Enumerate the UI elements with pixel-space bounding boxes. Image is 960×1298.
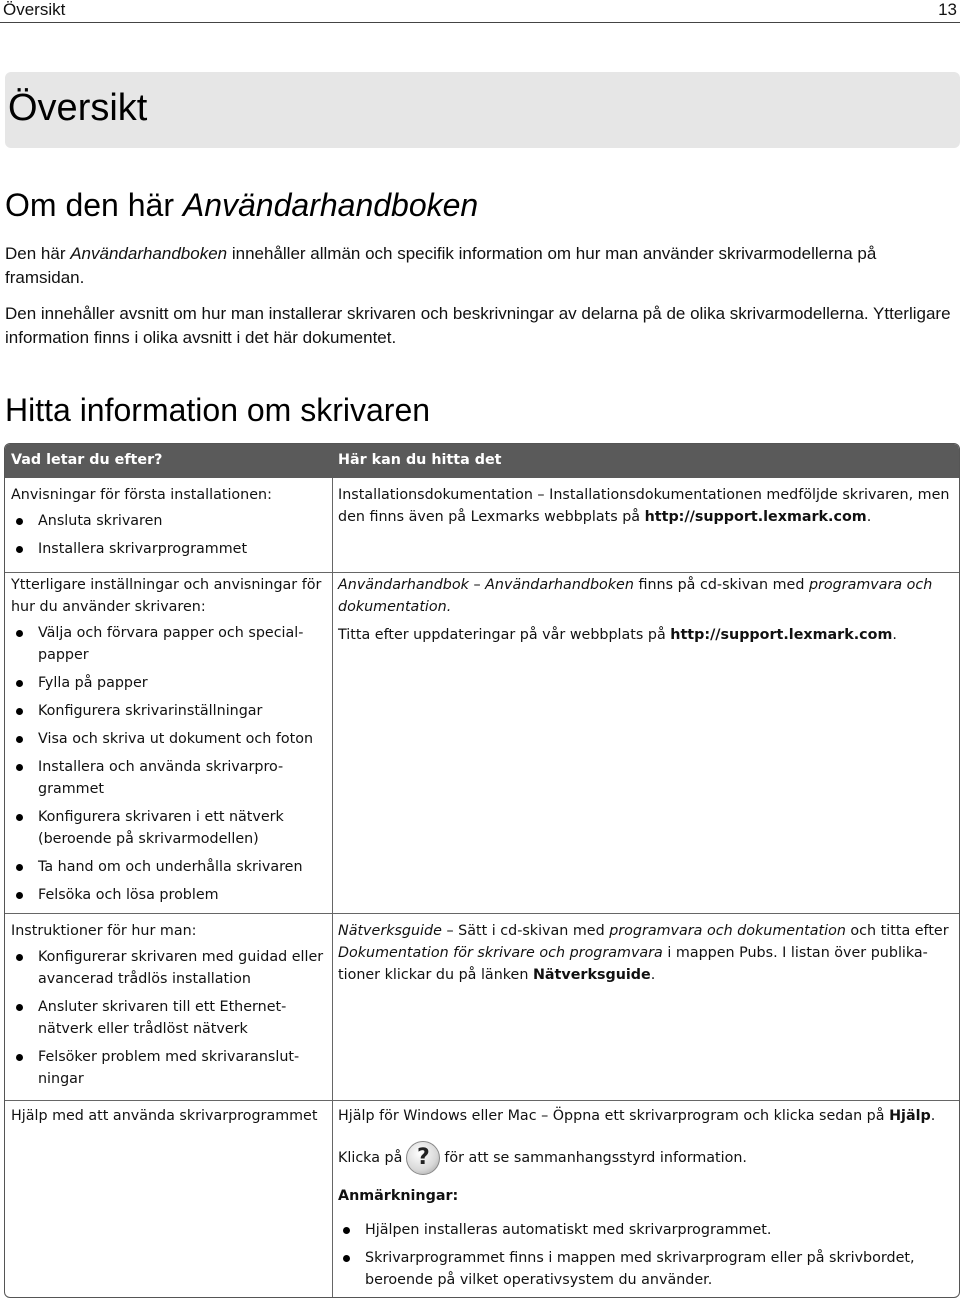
list-item: Visa och skriva ut dokument och foton <box>11 728 329 750</box>
list-item: Felsöker problem med skrivaranslut-ningar <box>11 1046 329 1090</box>
table-row-1-right <box>338 484 953 528</box>
text: . <box>930 1108 936 1124</box>
list-item: Ansluter skrivaren till ett Ethernet-nätverk eller trådlöst nätverk <box>11 996 329 1040</box>
italic-text: programvara och dokumentation. <box>338 577 933 615</box>
italic-text: Användarhandboken <box>485 577 634 593</box>
support-link[interactable]: http://support.lexmark.com <box>670 627 893 643</box>
row-divider <box>5 1100 959 1101</box>
chapter-title-band <box>5 72 960 148</box>
notes-heading: Anmärkningar: <box>338 1188 459 1204</box>
list-item: Konfigurera skrivaren i ett nätverk (beroende på skrivarmodellen) <box>11 806 329 850</box>
table-row-4-right <box>338 1105 953 1297</box>
text: Installationsdokumentation – Installationsdokumentationen medföljde skrivaren, men den finns även på Lexmarks webbplats på <box>338 487 950 525</box>
row-divider <box>5 913 959 914</box>
section-heading-about <box>5 187 478 224</box>
cell-text: Hjälp med att använda skrivarprogrammet <box>11 1108 318 1124</box>
cell-intro: Instruktioner för hur man: <box>11 923 197 939</box>
list-item: Konfigurera skrivarinställningar <box>11 700 329 722</box>
list-item: Ansluta skrivaren <box>11 510 329 532</box>
bullet-list <box>11 946 329 1090</box>
cell-intro: Anvisningar för första installationen: <box>11 487 272 503</box>
table-row-3-right <box>338 920 953 986</box>
running-header-title: Översikt <box>3 0 66 19</box>
cell-text <box>338 484 953 528</box>
section-heading-find: Hitta information om skrivaren <box>5 392 431 428</box>
italic-text: Dokumentation för skrivare och programvara <box>338 945 663 961</box>
text: och titta efter <box>845 923 949 939</box>
heading-italic-text: Användarhandboken <box>182 187 479 223</box>
table-row-2-left <box>11 574 329 912</box>
column-header-looking-for: Vad letar du efter? <box>11 452 163 468</box>
heading-text: Om den här <box>5 187 183 223</box>
bullet-list <box>11 622 329 906</box>
table-header-row <box>5 444 959 478</box>
table-row-1-left <box>11 484 329 566</box>
text: . <box>892 627 897 643</box>
info-table <box>4 443 960 1298</box>
text: Titta efter uppdateringar på vår webbplats på <box>338 627 671 643</box>
text: – Sätt i cd-skivan med <box>441 923 610 939</box>
text: . <box>650 967 656 983</box>
bullet-list <box>11 510 329 560</box>
table-row-3-left <box>11 920 329 1096</box>
page-number: 13 <box>938 0 957 19</box>
bold-text: Hjälp <box>889 1108 931 1124</box>
list-item: Ta hand om och underhålla skrivaren <box>11 856 329 878</box>
support-link[interactable]: http://support.lexmark.com <box>644 509 867 525</box>
text: Hjälp för Windows eller Mac – Öppna ett skrivarprogram och klicka sedan på <box>338 1108 890 1124</box>
list-item: Installera skrivarprogrammet <box>11 538 329 560</box>
table-row-4-left <box>11 1105 329 1127</box>
text: – <box>468 577 486 593</box>
text: Klicka på <box>338 1150 403 1166</box>
list-item: Fylla på papper <box>11 672 329 694</box>
cell-text <box>338 920 953 986</box>
italic-text: programvara och dokumentation <box>609 923 846 939</box>
help-question-icon: ? <box>406 1141 440 1175</box>
list-item: Konfigurerar skrivaren med guidad eller avancerad trådlös installation <box>11 946 329 990</box>
column-header-where: Här kan du hitta det <box>338 452 502 468</box>
chapter-title: Översikt <box>8 87 148 129</box>
para-italic-text: Användarhandboken <box>70 244 228 263</box>
para-text: Den här <box>5 244 71 263</box>
para-text: innehåller allmän och specifik information om hur man använder skrivarmodellerna på framsidan. <box>5 244 877 287</box>
italic-text: Användarhandbok <box>338 577 469 593</box>
row-divider <box>5 572 959 573</box>
notes-list <box>338 1219 953 1291</box>
list-item: Välja och förvara papper och special-papper <box>11 622 329 666</box>
running-header <box>0 0 960 23</box>
cell-intro: Ytterligare inställningar och anvisningar för hur du använder skrivaren: <box>11 577 322 615</box>
cell-text <box>338 574 953 618</box>
italic-text: Nätverksguide <box>338 923 442 939</box>
intro-paragraph <box>5 242 955 290</box>
text: för att se sammanhangsstyrd information. <box>444 1150 747 1166</box>
table-row-2-right <box>338 574 953 646</box>
cell-text <box>338 1141 953 1175</box>
list-item: Hjälpen installeras automatiskt med skrivarprogrammet. <box>338 1219 953 1241</box>
network-guide-link[interactable]: Nätverksguide <box>532 967 651 983</box>
content-paragraph: Den innehåller avsnitt om hur man installerar skrivaren och beskrivningar av delarna på de olika skrivarmodellerna. Ytterligare information finns i olika avsnitt i det här dokumentet. <box>5 304 951 347</box>
text: . <box>866 509 872 525</box>
cell-text <box>338 1105 953 1127</box>
cell-text <box>338 624 953 646</box>
list-item: Felsöka och lösa problem <box>11 884 329 906</box>
column-divider <box>332 478 333 1297</box>
text: finns på cd-skivan med <box>633 577 809 593</box>
list-item: Installera och använda skrivarpro-grammet <box>11 756 329 800</box>
text: i mappen Pubs. I listan över publika-tioner klickar du på länken <box>338 945 928 983</box>
list-item: Skrivarprogrammet finns i mappen med skrivarprogram eller på skrivbordet, beroende på vilket operativsystem du använder. <box>338 1247 953 1291</box>
